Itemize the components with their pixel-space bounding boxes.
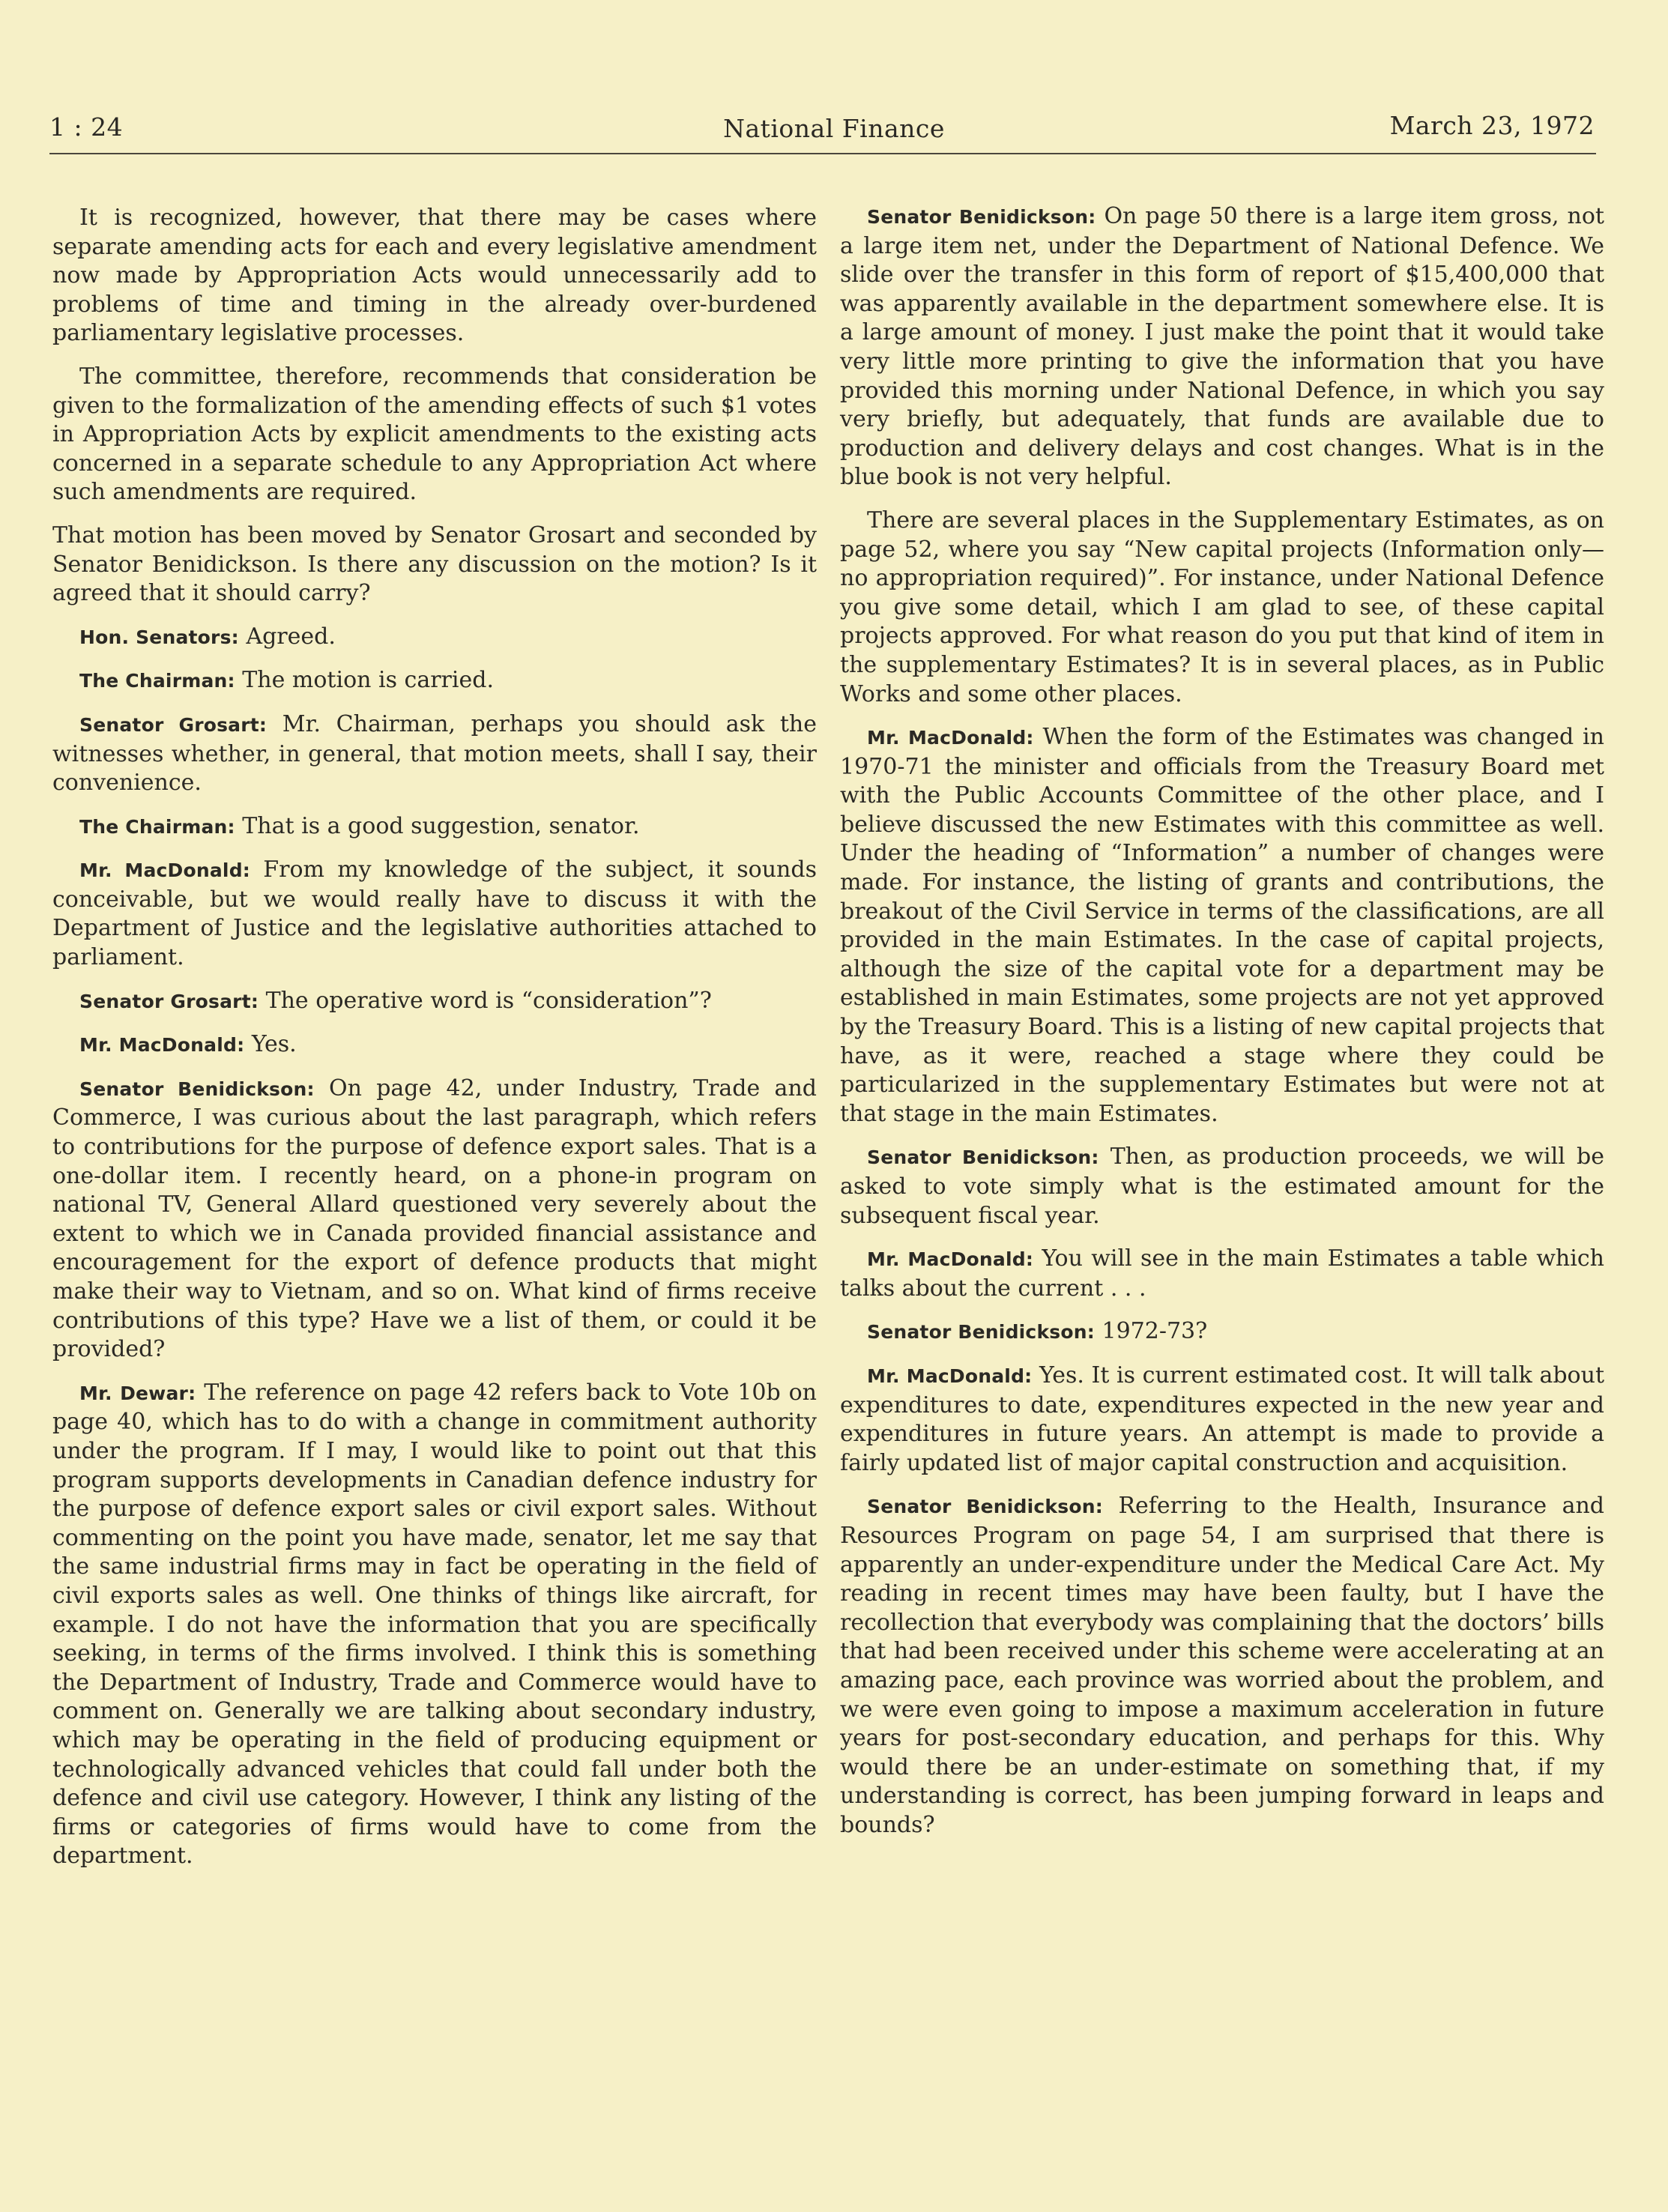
paragraph-text: When the form of the Estimates was changed in 1970-71 the minister and officials from the Treasury Board met with the Public Accounts Committee of the other place, and I believe discussed the new Estimates with this committee as well. Under the heading of “Information” a number of changes were made. For instance, the listing of grants and contributions, the breakout of the Civil Service in terms of the classifications, are all provided in the main Estimates. In the case of capital projects, although the size of the capital vote for a department may be established in main Estimates, some projects are not yet approved by the Treasury Board. This is a listing of new capital projects that have, as it were, reached a stage where they could be particularized in the supplementary Estimates but were not at that stage in the main Estimates. [840,724,1604,1127]
speaker-label: Mr. Dewar: [79,1382,196,1404]
speaker-label: Mr. MacDonald: [79,859,250,882]
speaker-label: Mr. MacDonald: [867,727,1034,749]
paragraph [52,1030,817,1060]
paragraph [52,623,817,653]
paragraph [52,363,817,507]
page-date: March 23, 1972 [1389,111,1595,140]
speaker-label: Senator Benidickson: [79,1078,315,1100]
paragraph-text: The committee, therefore, recommends that consideration be given to the formalization of the amending effects of such $1 votes in Appropriation Acts by explicit amendments to the existing acts concerned in a separate schedule to any Appropriation Act where such amendments are required. [52,363,817,506]
paragraph-text: Then, as production proceeds, we will be asked to vote simply what is the estimated amount for the subsequent fiscal year. [840,1143,1604,1229]
speaker-label: Mr. MacDonald: [867,1365,1033,1387]
paragraph [52,204,817,348]
speaker-label: Senator Grosart: [79,990,259,1012]
speaker-label: Senator Benidickson: [867,1146,1099,1169]
speaker-label: Senator Benidickson: [867,206,1096,228]
paragraph [52,710,817,798]
paragraph-text: Agreed. [246,623,336,650]
paragraph [840,1362,1604,1478]
paragraph [840,723,1604,1128]
paragraph-text: The motion is carried. [242,667,494,694]
paragraph [52,1075,817,1365]
paragraph-text: On page 42, under Industry, Trade and Commerce, I was curious about the last paragraph, which refers to contributions for the purpose of defence export sales. That is a one-dollar item. I recently heard, on a phone-in program on national TV, General Allard questioned very severely about the extent to which we in Canada provided financial assistance and encouragement for the export of defence products that might make their way to Vietnam, and so on. What kind of firms receive contributions of this type? Have we a list of them, or could it be provided? [52,1075,817,1363]
paragraph-text: That is a good suggestion, senator. [242,812,640,839]
paragraph-text: Referring to the Health, Insurance and Resources Program on page 54, I am surprised that there is apparently an under-expenditure under the Medical Care Act. My reading in recent times may have been faulty, but I have the recollection that everybody was complaining that the doctors’ bills that had been received under this scheme were accelerating at an amazing pace, each province was worried about the problem, and we were even going to impose a maximum acceleration in future years for post-secondary education, and perhaps for this. Why would there be an under-estimate on something that, if my understanding is correct, has been jumping forward in leaps and bounds? [840,1493,1604,1838]
paragraph [840,202,1604,492]
paragraph [840,1245,1604,1303]
speaker-label: Senator Grosart: [79,713,268,736]
paragraph-text: From my knowledge of the subject, it sounds conceivable, but we would really have to discuss it with the Department of Justice and the legislative authorities attached to parliament. [52,856,817,971]
paragraph [52,812,817,842]
paragraph [52,1379,817,1871]
speaker-label: The Chairman: [79,670,235,692]
speaker-label: Mr. MacDonald: [79,1034,245,1057]
paragraph-text: Yes. [251,1031,297,1058]
speaker-label: Senator Benidickson: [867,1496,1103,1518]
paragraph-text: You will see in the main Estimates a table which talks about the current . . . [840,1245,1604,1302]
paragraph [52,522,817,608]
paragraph-text: It is recognized, however, that there may be cases where separate amending acts for each and every legislative amendment now made by Appropriation Acts would unnecessarily add to problems of time and timing in the already over-burdened parliamentary legislative processes. [52,205,817,347]
paragraph-text: Yes. It is current estimated cost. It will talk about expenditures to date, expenditures expected in the new year and expenditures in future years. An attempt is made to provide a fairly updated list of major capital construction and acquisition. [840,1362,1604,1476]
speaker-label: Hon. Senators: [79,626,239,648]
paragraph-text: That motion has been moved by Senator Grosart and seconded by Senator Benidickson. Is there any discussion on the motion? Is it agreed that it should carry? [52,522,817,607]
left-column [52,204,817,1885]
right-column [840,202,1604,1854]
page-number: 1 : 24 [49,112,124,142]
paragraph [52,987,817,1017]
paragraph-text: On page 50 there is a large item gross, not a large item net, under the Department of National Defence. We slide over the transfer in this form of report of $15,400,000 that was apparently available in the department somewhere else. It is a large amount of money. I just make the point that it would take very little more printing to give the information that you have provided this morning under National Defence, in which you say very briefly, but adequately, that funds are available due to production and delivery delays and cost changes. What is in the blue book is not very helpful. [840,203,1604,491]
header-rule [49,153,1596,154]
paragraph [840,1143,1604,1230]
paragraph [840,507,1604,709]
paragraph [52,856,817,972]
speaker-label: The Chairman: [79,815,235,838]
paragraph-text: 1972-73? [1102,1318,1208,1345]
speaker-label: Mr. MacDonald: [867,1248,1034,1271]
paragraph [52,666,817,696]
paragraph-text: There are several places in the Supplementary Estimates, as on page 52, where you say “New capital projects (Information only—no appropriation required)”. For instance, under National Defence you give some detail, which I am glad to see, of these capital projects approved. For what reason do you put that kind of item in the supplementary Estimates? It is in several places, as in Public Works and some other places. [840,507,1604,707]
paragraph [840,1317,1604,1347]
speaker-label: Senator Benidickson: [867,1321,1095,1344]
running-title: National Finance [723,114,945,143]
paragraph-text: The operative word is “consideration”? [265,987,712,1014]
paragraph-text: Mr. Chairman, perhaps you should ask the witnesses whether, in general, that motion meets, shall I say, their convenience. [52,710,817,797]
paragraph [840,1492,1604,1840]
paragraph-text: The reference on page 42 refers back to Vote 10b on page 40, which has to do with a change in commitment authority under the program. If I may, I would like to point out that this program supports developments in Canadian defence industry for the purpose of defence export sales or civil export sales. Without commenting on the point you have made, senator, let me say that the same industrial firms may in fact be operating in the field of civil exports sales as well. One thinks of things like aircraft, for example. I do not have the information that you are specifically seeking, in terms of the firms involved. I think this is something the Department of Industry, Trade and Commerce would have to comment on. Generally we are talking about secondary industry, which may be operating in the field of producing equipment or technologically advanced vehicles that could fall under both the defence and civil use category. However, I think any listing of the firms or categories of firms would have to come from the department. [52,1379,817,1870]
